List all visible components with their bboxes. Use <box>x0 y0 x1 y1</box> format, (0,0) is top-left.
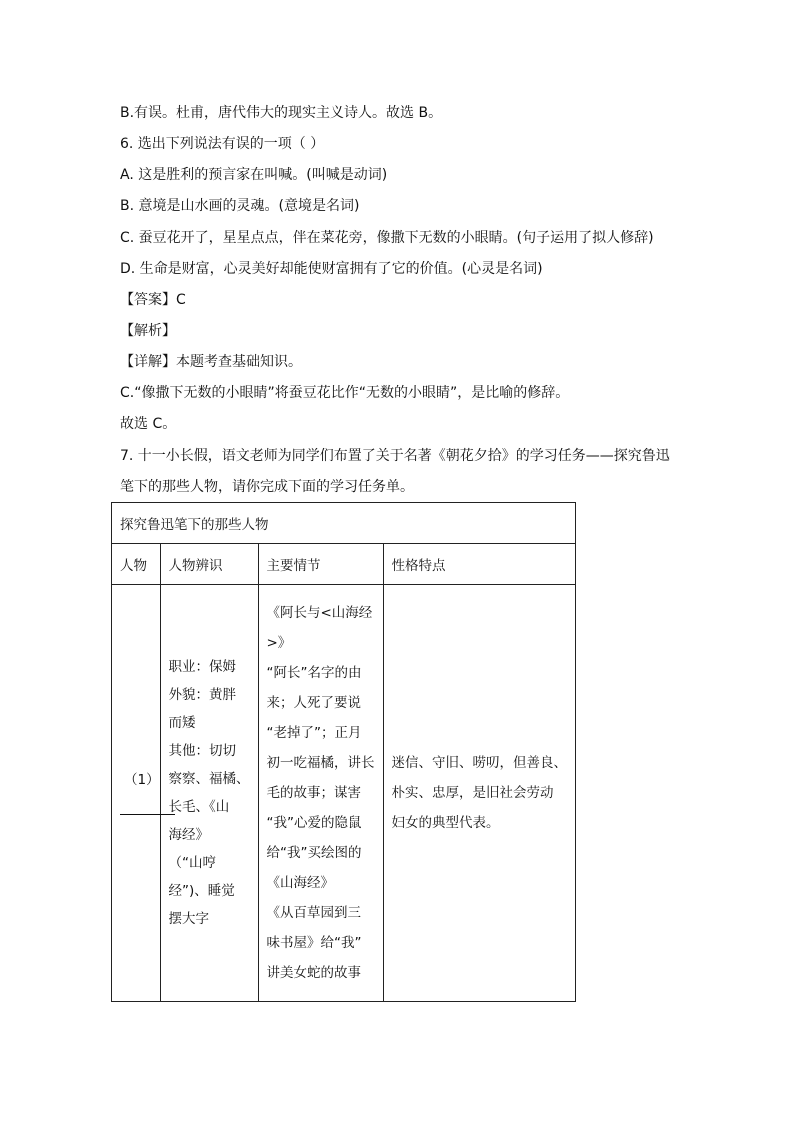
explanation-c: C.“像撒下无数的小眼睛”将蚕豆花比作“无数的小眼睛”，是比喻的修辞。 <box>120 385 570 401</box>
question-7-line1: 7. 十一小长假，语文老师为同学们布置了关于名著《朝花夕拾》的学习任务——探究鲁迅 <box>120 448 670 464</box>
plot-line: 毛的故事；谋害 <box>266 785 361 801</box>
plot-line: “我”心爱的隐鼠 <box>266 815 362 831</box>
option-a: A. 这是胜利的预言家在叫喊。(叫喊是动词) <box>120 167 388 183</box>
header-identity: 人物辨识 <box>160 544 258 585</box>
question-6: 6. 选出下列说法有误的一项（ ） <box>120 136 325 152</box>
table-title: 探究鲁迅笔下的那些人物 <box>112 503 576 544</box>
analysis-label: 【解析】 <box>120 323 176 339</box>
header-traits: 性格特点 <box>383 544 576 585</box>
trait-line: 妇女的典型代表。 <box>391 815 500 831</box>
identity-line: 摆大字 <box>168 911 209 927</box>
traits-cell <box>383 585 576 1002</box>
plot-line: “阿长”名字的由 <box>266 665 362 681</box>
option-d: D. 生命是财富，心灵美好却能使财富拥有了它的价值。(心灵是名词) <box>120 261 543 277</box>
plot-line: 来；人死了要说 <box>266 695 361 711</box>
identity-line: 而矮 <box>168 715 196 731</box>
identity-line: 长毛、《山 <box>168 799 230 815</box>
identity-line: （“山哼 <box>168 855 216 871</box>
plot-cell <box>258 585 383 1002</box>
plot-line: 初一吃福橘，讲长 <box>266 755 375 771</box>
choose-c: 故选 C。 <box>120 416 177 432</box>
trait-line: 迷信、守旧、唠叨，但善良、 <box>391 755 567 771</box>
header-person: 人物 <box>112 544 161 585</box>
plot-line: 《阿长与<山海经 <box>266 605 373 621</box>
answer-label: 【答案】C <box>120 292 186 308</box>
plot-line: >》 <box>266 635 292 651</box>
task-table <box>111 502 576 1002</box>
identity-line: 经”)、睡觉 <box>168 883 235 899</box>
answer-blank-cell <box>112 585 161 1002</box>
identity-line: 外貌：黄胖 <box>168 687 236 703</box>
plot-line: 味书屋》给“我” <box>266 935 362 951</box>
plot-line: 《山海经》 <box>266 875 334 891</box>
identity-line: 其他：切切 <box>168 743 236 759</box>
blank-number: （1） <box>124 772 160 788</box>
plot-line: 讲美女蛇的故事 <box>266 965 361 981</box>
identity-line: 察察、福橘、 <box>168 771 250 787</box>
identity-line: 职业：保姆 <box>168 659 236 675</box>
fill-in-blank[interactable] <box>120 814 175 815</box>
option-c: C. 蚕豆花开了，星星点点，伴在菜花旁，像撒下无数的小眼睛。(句子运用了拟人修辞) <box>120 230 654 246</box>
trait-line: 朴实、忠厚，是旧社会劳动 <box>391 785 554 801</box>
detail-label: 【详解】本题考查基础知识。 <box>120 354 302 370</box>
identity-line: 海经》 <box>168 827 209 843</box>
option-b: B. 意境是山水画的灵魂。(意境是名词) <box>120 198 360 214</box>
plot-line: “老掉了”；正月 <box>266 725 362 741</box>
line-b-answer: B.有误。杜甫，唐代伟大的现实主义诗人。故选 B。 <box>120 105 443 121</box>
header-plot: 主要情节 <box>258 544 383 585</box>
identity-cell <box>160 585 258 1002</box>
plot-line: 给“我”买绘图的 <box>266 845 362 861</box>
question-7-line2: 笔下的那些人物，请你完成下面的学习任务单。 <box>120 479 414 495</box>
plot-line: 《从百草园到三 <box>266 905 361 921</box>
